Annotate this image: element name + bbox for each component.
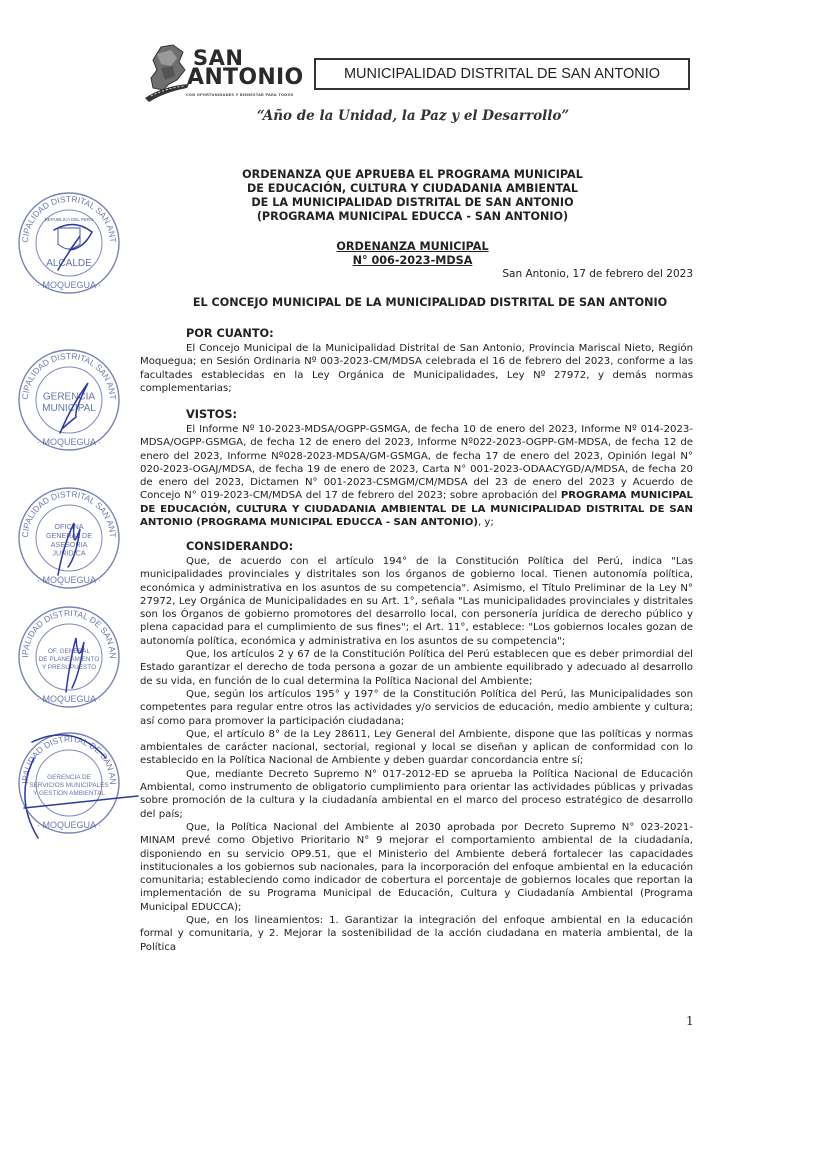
stamp-ring-text: MUNICIPALIDAD DISTRITAL SAN ANTONIO	[10, 337, 119, 400]
paragraph: Que, en los lineamientos: 1. Garantizar la integración del enfoque ambiental en la educación formal y comunitaria, y 2. Mejorar la sostenibilidad de la acción ciudadana en materia ambiental, de la Política	[140, 915, 693, 953]
coat-of-arms-icon	[58, 228, 80, 249]
stamp-center-text: JURIDICA	[52, 548, 86, 558]
ordinance-label: ORDENANZA MUNICIPAL	[336, 240, 489, 253]
document-date: San Antonio, 17 de febrero del 2023	[502, 268, 693, 280]
stamp-bottom-text: · MOQUEGUA ·	[36, 694, 102, 704]
paragraph: El Concejo Municipal de la Municipalidad Distrital de San Antonio, Provincia Mariscal Nieto, Región Moquegua; en Sesión Ordinaria Nº 003-2023-CM/MDSA celebrada el 16 de febrero del 2023, conforme a las facultades establecidas en la Ley Orgánica de Municipalidades, Ley Nº 27972, y demás normas complementarias;	[140, 343, 693, 394]
section-por-cuanto	[140, 342, 693, 395]
stamp-inner-text: REPUBLICA DEL PERU	[44, 217, 94, 222]
stamp-alcalde	[10, 180, 124, 302]
section-considerando	[140, 555, 693, 954]
stamp-center-text: ASESORIA	[50, 539, 88, 549]
stamp-ring-text: MUNICIPALIDAD DISTRITAL DE SAN ANTONIO	[10, 594, 119, 659]
stamp-ring-text: MUNICIPALIDAD DISTRITAL SAN ANTONIO	[10, 475, 119, 538]
institution-name: MUNICIPALIDAD DISTRITAL DE SAN ANTONIO	[343, 66, 661, 82]
stamp-ring-text: MUNICIPALIDAD DISTRITAL DE SAN ANTONIO	[10, 720, 119, 785]
vistos-text: El Informe Nº 10-2023-MDSA/OGPP-GSMGA, de fecha 10 de enero del 2023, Informe Nº 014-2023-MDSA/OGPP-GSMGA, de fecha 12 de enero del 2023, Informe Nº022-2023-OGPP-GM-MDSA, de fecha 12 de enero del 2023, Informe Nº028-2023-MDSA/GM-GSMGA, de fecha 17 de enero del 2023, Opinión legal N° 020-2023-OGAJ/MDSA, de fecha 19 de enero de 2023, Carta N° 001-2023-ODAACYGD/A/MDSA, de fecha 20 de enero del 2023, Dictamen N° 001-2023-CSMGM/CM/MDSA del 23 de enero del 2023 y Acuerdo de Concejo N° 019-2023-CM/MDSA del 17 de febrero del 2023; sobre aprobación del	[140, 424, 693, 502]
council-heading: EL CONCEJO MUNICIPAL DE LA MUNICIPALIDAD DISTRITAL DE SAN ANTONIO	[192, 296, 668, 309]
paragraph	[140, 423, 693, 529]
stamp-center-text: Y GESTION AMBIENTAL	[33, 790, 105, 798]
paragraph: Que, la Política Nacional del Ambiente al 2030 aprobada por Decreto Supremo N° 023-2021- MINAM prevé como Objetivo Prioritario N° 9 mejorar el comportamiento ambiental de la ciudadanía, disponiendo en su servicio OP9.51, que el Ministerio del Ambiente deberá fortalecer las capacidades institucionales a los gobiernos sub nacionales, para la incorporación del enfoque ambiental en la educación comunitaria; estableciendo como indicador de cobertura el porcentaje de gobiernos locales que reportan la implementación de su Programa Municipal de Educación, Cultura y Ciudadanía Ambiental (Programa Municipal EDUCCA);	[140, 821, 693, 913]
page-number: 1	[686, 1014, 694, 1028]
stamp-bottom-text: · MOQUEGUA ·	[36, 437, 102, 447]
title-line: DE EDUCACIÓN, CULTURA Y CIUDADANIA AMBIENTAL	[246, 182, 578, 195]
vistos-tail: , y;	[478, 517, 494, 529]
stamp-center-text: GERENCIA DE	[47, 774, 91, 782]
title-line: DE LA MUNICIPALIDAD DISTRITAL DE SAN ANTONIO	[251, 196, 574, 209]
paragraph: Que, mediante Decreto Supremo N° 017-2012-ED se aprueba la Política Nacional de Educación Ambiental, como instrumento de obligatorio cumplimiento para orientar las actividades públicas y privadas sobre promoción de la cultura y la ciudadanía ambiental en el marco del proceso estratégico de desarrollo del país;	[140, 768, 693, 820]
document-title	[240, 168, 585, 224]
stamp-asesoria-juridica	[10, 475, 124, 597]
paragraph: Que, de acuerdo con el artículo 194° de la Constitución Política del Perú, indica "Las municipalidades provinciales y distritales son los órganos de gobierno local. Tienen autonomía política, económica y administrativa en los asuntos de su competencia". Asimismo, el Título Preliminar de la Ley N° 27972, Ley Orgánica de Municipalidades en su Art. 1°, señala "Las municipalidades provinciales y distritales son los Órganos de gobierno promotores del desarrollo local, con personería jurídica de derecho público y plena capacidad para el cumplimiento de sus fines"; el Art. 11°, establece: "Los gobiernos locales gozan de autonomía política, económica y administrativa en los asuntos de su competencia";	[140, 556, 693, 647]
stamp-center-text: SERVICIOS MUNICIPALES	[29, 782, 109, 790]
stamp-bottom-text: · MOQUEGUA ·	[36, 820, 102, 830]
section-heading-vistos: VISTOS:	[186, 408, 238, 421]
program-name-bold: PROGRAMA MUNICIPAL DE EDUCACIÓN, CULTURA Y CIUDADANIA AMBIENTAL DE LA MUNICIPALIDAD DISTRITAL DE SAN ANTONIO (PROGRAMA MUNICIPAL EDUCCA - SAN ANTONIO)	[140, 490, 694, 529]
stamp-center-text: MUNICIPAL	[42, 403, 96, 415]
logo-text-san: SAN	[193, 46, 244, 70]
paragraph: Que, el artículo 8° de la Ley 28611, Ley General del Ambiente, dispone que las políticas y normas ambientales de carácter nacional, sectorial, regional y local se diseñan y aplican de conformidad con lo establecido en la Política Nacional de Ambiente y deben guardar concordancia entre sí;	[140, 728, 693, 767]
stamp-center-text: DE PLANEAMIENTO	[38, 656, 100, 664]
stamp-seal-icon	[10, 475, 124, 593]
stamp-servicios-gestion-ambiental	[10, 720, 124, 842]
section-vistos	[140, 423, 693, 529]
stamp-gerencia-municipal	[10, 337, 124, 459]
ordinance-number: N° 006-2023-MDSA	[352, 254, 473, 267]
paragraph: Que, los artículos 2 y 67 de la Constitución Política del Perú establecen que es deber primordial del Estado garantizar el derecho de toda persona a gozar de un ambiente equilibrado y adecuado al desarrollo de su vida, en función de lo cual determina la Política Nacional del Ambiente;	[140, 649, 693, 687]
stamp-seal-icon	[10, 594, 124, 712]
institution-name-box	[314, 58, 690, 90]
title-line: (PROGRAMA MUNICIPAL EDUCCA - SAN ANTONIO)	[256, 210, 569, 223]
stamp-center-text: OFICINA	[54, 522, 84, 532]
section-heading-considerando: CONSIDERANDO:	[186, 540, 294, 553]
stamp-seal-icon	[10, 180, 124, 298]
stamp-center-text: GERENCIA	[42, 391, 96, 403]
logo-tagline: CON OPORTUNIDADES Y BIENESTAR PARA TODOS	[186, 93, 294, 97]
stamp-center-text: ALCALDE	[46, 258, 92, 269]
stamp-center-text: OF. GENERAL	[47, 648, 91, 656]
section-heading-por-cuanto: POR CUANTO:	[186, 327, 274, 340]
stamp-bottom-text: · MOQUEGUA ·	[36, 575, 102, 585]
stamp-center-text: GENERAL DE	[45, 531, 93, 540]
stamp-center-text: Y PRESUPUESTO	[41, 664, 97, 672]
stamp-ring-text: MUNICIPALIDAD DISTRITAL SAN ANTONIO	[10, 180, 119, 243]
paragraph: Que, según los artículos 195° y 197° de la Constitución Política del Perú, las Municipalidades son competentes para regular entre otros las actividades y/o servicios de educación, medio ambiente y cultura; así como para promover la participación ciudadana;	[140, 688, 693, 727]
stamp-seal-icon	[10, 337, 124, 455]
stamp-bottom-text: · MOQUEGUA ·	[36, 280, 102, 290]
municipality-logo	[143, 44, 303, 102]
stamp-planeamiento-presupuesto	[10, 594, 124, 716]
stamp-seal-icon	[10, 720, 124, 838]
ordinance-heading	[240, 240, 585, 268]
title-line: ORDENANZA QUE APRUEBA EL PROGRAMA MUNICIPAL	[242, 168, 583, 181]
logo-text-antonio: ANTONIO	[187, 65, 304, 90]
year-motto: “Año de la Unidad, la Paz y el Desarrollo”	[256, 108, 570, 124]
